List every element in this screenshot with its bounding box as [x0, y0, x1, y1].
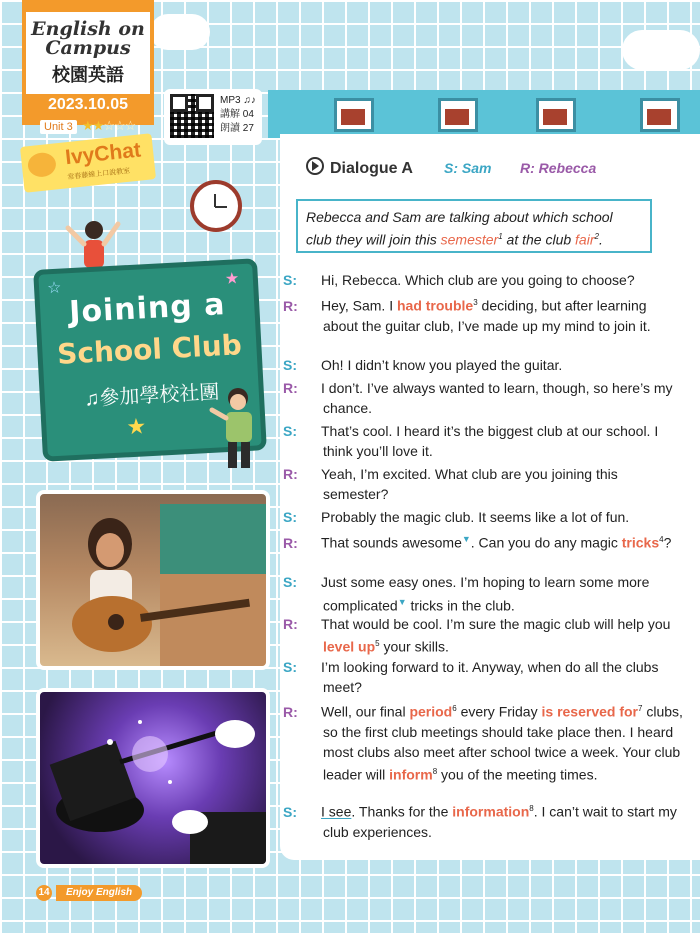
speaker-label: S:: [283, 357, 297, 373]
speaker-label: R:: [283, 380, 298, 396]
dialogue-line: [283, 270, 683, 290]
guitar-photo-drawing: [40, 494, 266, 666]
series-title-box: [26, 12, 150, 94]
speaker-label: R:: [283, 297, 298, 314]
dialogue-line: [283, 799, 683, 842]
line-text: Probably the magic club. It seems like a lot of fun.: [321, 509, 630, 525]
cheering-student-illustration: [62, 214, 124, 270]
magic-photo-drawing: [40, 692, 266, 864]
line-text: That sounds awesome: [321, 534, 462, 551]
page-number: 14: [36, 885, 52, 901]
dialogue-line: [283, 529, 683, 553]
footnote-mark: 2: [594, 232, 599, 241]
footnote-mark: 4: [659, 535, 664, 544]
speaker-label: S:: [283, 659, 297, 675]
star-icon: ★: [224, 270, 240, 288]
vocab-is-reserved-for: is reserved for: [541, 703, 638, 720]
footnote-mark: 8: [432, 766, 438, 776]
footnote-mark: 7: [638, 704, 643, 713]
line-text: Just some easy ones. I’m hoping to learn some more complicated: [321, 574, 650, 614]
dialogue-line: [283, 421, 683, 461]
speaker-label: R:: [283, 703, 298, 720]
speaker-key-rebecca: R: Rebecca: [520, 160, 597, 176]
star-icon: ★: [125, 413, 147, 440]
line-text: . Can you do any magic: [470, 534, 622, 551]
ivychat-logo-text: IvyChat: [64, 138, 142, 170]
line-text: tricks in the club.: [406, 597, 515, 614]
series-title-zh: 校園英語: [52, 65, 124, 86]
line-text: Yeah, I’m excited. What club are you joining this semester?: [321, 466, 618, 502]
dialogue-line: [283, 378, 683, 418]
dialogue-line: [283, 507, 683, 527]
line-text: Oh! I didn’t know you played the guitar.: [321, 357, 563, 373]
roof-window: [334, 98, 374, 132]
mascot-icon: [27, 151, 57, 178]
dialogue-line: [283, 614, 683, 657]
qr-mp3-label: MP3 ♫♪: [220, 95, 256, 106]
vocab-fair: fair: [575, 231, 595, 248]
series-title-en: English on Campus: [31, 18, 145, 59]
line-text: Hey, Sam. I: [321, 297, 397, 314]
star-icon-empty: ☆: [113, 118, 125, 133]
line-text: you of the meeting times.: [437, 766, 598, 783]
star-icon-empty: ☆: [124, 118, 136, 133]
line-text: Hi, Rebecca. Which club are you going to choose?: [321, 272, 635, 288]
ivychat-badge: [20, 133, 156, 193]
footnote-mark: 5: [375, 639, 380, 648]
roof-window: [536, 98, 576, 132]
lesson-title-zh: ♫參加學校社團: [83, 381, 220, 411]
speaker-label: S:: [283, 272, 297, 288]
dialogue-title: Dialogue A: [330, 160, 413, 177]
speaker-label: R:: [283, 616, 298, 632]
vocab-tricks: tricks: [621, 534, 660, 551]
footnote-mark: 1: [498, 232, 503, 241]
vocab-level-up: level up: [323, 638, 376, 655]
dialogue-intro: Rebecca and Sam are talking about which school club they will join this semester$^1$ at the club fair$^2$.: [296, 199, 652, 253]
line-text: your skills.: [379, 638, 449, 655]
dialogue-heading: [306, 157, 413, 178]
dialogue-line: [283, 572, 683, 616]
ivychat-subtitle: 常春藤線上口說教室: [67, 167, 131, 182]
dialogue-line: [283, 699, 683, 784]
qr-code-icon[interactable]: [170, 94, 214, 138]
line-text: I don’t. I’ve always wanted to learn, though, so here’s my chance.: [321, 380, 673, 416]
difficulty-stars: [82, 118, 135, 134]
dialogue-line: [283, 464, 683, 504]
roof-window: [438, 98, 478, 132]
roof-window: [640, 98, 680, 132]
qr-lecture-label: 講解 04: [220, 109, 254, 120]
line-text: ?: [663, 534, 672, 551]
speaker-label: R:: [283, 466, 298, 482]
line-text: That’s cool. I heard it’s the biggest club at our school. I think you’ll love it.: [321, 423, 659, 459]
intro-text: at the club: [502, 231, 576, 248]
speaker-label: R:: [283, 534, 298, 551]
footnote-mark: 8: [529, 804, 534, 813]
girl-with-guitar-photo: [36, 490, 270, 670]
boy-with-chalk-illustration: [208, 384, 274, 474]
magazine-label: Enjoy English: [56, 885, 142, 901]
triangle-marker-icon: ▼: [461, 534, 471, 544]
speaker-label: S:: [283, 803, 297, 820]
star-icon-filled: ★: [92, 118, 104, 133]
vocab-information: information: [452, 803, 530, 820]
line-text: That would be cool. I’m sure the magic club will help you: [321, 616, 671, 632]
intro-text: Rebecca and Sam are talking about which school club they will join this: [306, 209, 613, 248]
magic-hat-photo: [36, 688, 270, 868]
line-text: deciding, but after learning about the guitar club, I’ve made up my mind to join it.: [323, 297, 651, 334]
phrase-i-see: I see: [321, 803, 352, 820]
speaker-label: S:: [283, 509, 297, 525]
line-text: I’m looking forward to it. Anyway, when do all the clubs meet?: [321, 659, 659, 695]
speaker-label: S:: [283, 574, 297, 590]
cloud-decoration: [150, 14, 210, 50]
play-icon[interactable]: [306, 157, 324, 175]
lesson-title-line1: Joining a: [68, 287, 227, 331]
speaker-label: S:: [283, 423, 297, 439]
clock-icon: [190, 180, 242, 232]
line-text: Well, our final: [321, 703, 410, 720]
line-text: clubs, so the first club meetings should take place then. I heard most clubs also meet after school twice a week. Your club leader will: [323, 703, 683, 783]
vocab-had-trouble: had trouble: [396, 297, 474, 314]
clock-minute-hand: [215, 206, 227, 208]
vocab-inform: inform: [389, 766, 433, 783]
dialogue-line: [283, 293, 683, 336]
triangle-marker-icon: ▼: [397, 597, 407, 607]
panel-roof: [268, 90, 700, 138]
issue-date: 2023.10.05: [47, 96, 129, 113]
lesson-title-line2: School Club: [56, 328, 243, 371]
footnote-mark: 6: [452, 704, 457, 713]
speaker-key-sam: S: Sam: [444, 160, 492, 176]
line-text: . I can’t wait to start my club experiences.: [323, 803, 677, 840]
dialogue-line: [283, 355, 683, 375]
dialogue-line: [283, 657, 683, 697]
cloud-decoration: [622, 30, 700, 70]
line-text: . Thanks for the: [351, 803, 453, 820]
star-icon-filled: ★: [82, 118, 93, 133]
vocab-period: period: [409, 703, 453, 720]
music-note-icon: ♫♪: [243, 95, 256, 106]
unit-label: Unit 3: [40, 120, 77, 134]
star-icon-empty: ☆: [103, 118, 114, 133]
qr-reading-label: 朗讀 27: [220, 123, 254, 134]
line-text: every Friday: [456, 703, 542, 720]
star-icon: ☆: [46, 279, 62, 298]
footnote-mark: 3: [473, 298, 478, 307]
qr-audio-block[interactable]: [164, 89, 262, 145]
vocab-semester: semester: [440, 231, 499, 248]
